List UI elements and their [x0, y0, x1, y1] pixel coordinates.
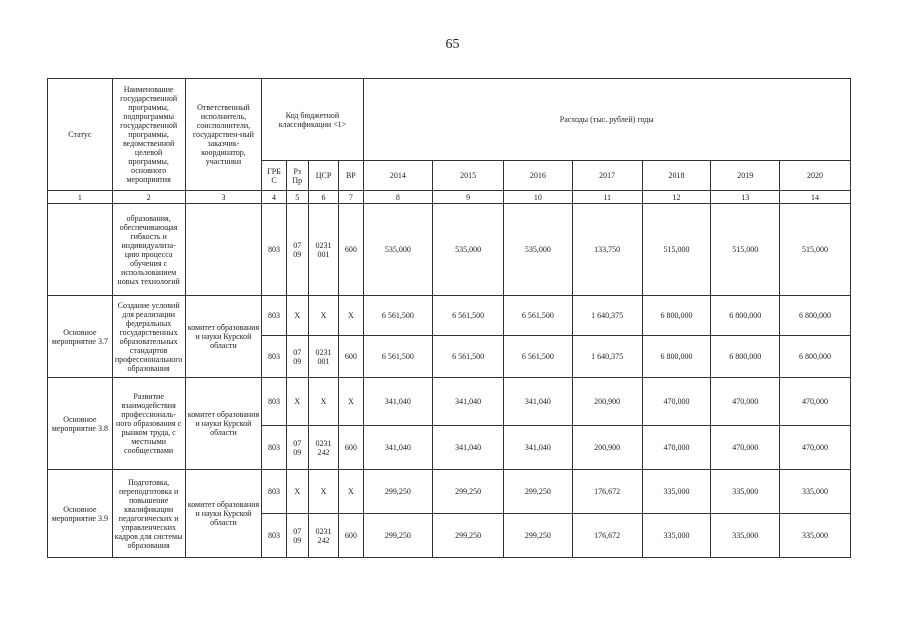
amount-cell: 6 561,500 — [504, 336, 573, 378]
csr-cell: X — [308, 470, 338, 514]
amount-cell: 6 800,000 — [780, 296, 851, 336]
csr-cell: 0231 242 — [308, 514, 338, 558]
header-bcc: Код бюджетной классификации <1> — [262, 79, 363, 161]
rzpr-cell: X — [286, 296, 308, 336]
amount-cell: 335,000 — [711, 470, 780, 514]
amount-cell: 176,672 — [572, 470, 642, 514]
amount-cell: 535,000 — [433, 204, 504, 296]
grbs-cell: 803 — [262, 514, 286, 558]
csr-cell: X — [308, 378, 338, 426]
grbs-cell: 803 — [262, 470, 286, 514]
amount-cell: 335,000 — [711, 514, 780, 558]
column-number: 14 — [780, 191, 851, 204]
amount-cell: 299,250 — [363, 514, 433, 558]
amount-cell: 6 561,500 — [363, 296, 433, 336]
column-number: 5 — [286, 191, 308, 204]
csr-cell: X — [308, 296, 338, 336]
grbs-cell: 803 — [262, 296, 286, 336]
column-number-row — [48, 191, 851, 204]
amount-cell: 335,000 — [780, 514, 851, 558]
status-cell: Основное мероприятие 3.7 — [48, 296, 113, 378]
column-number: 12 — [642, 191, 711, 204]
vr-cell: 600 — [339, 204, 363, 296]
header-year: 2016 — [504, 161, 573, 191]
grbs-cell: 803 — [262, 336, 286, 378]
amount-cell: 341,040 — [433, 378, 504, 426]
amount-cell: 6 800,000 — [711, 336, 780, 378]
amount-cell: 6 561,500 — [504, 296, 573, 336]
header-year: 2018 — [642, 161, 711, 191]
name-cell: Развитие взаимодействия профессиональ-ного образования с рынком труда, с местными сообществами — [112, 378, 185, 470]
vr-cell: 600 — [339, 426, 363, 470]
budget-table — [47, 78, 851, 558]
status-cell: Основное мероприятие 3.9 — [48, 470, 113, 558]
amount-cell: 6 800,000 — [780, 336, 851, 378]
header-status: Статус — [48, 79, 113, 191]
amount-cell: 1 640,375 — [572, 296, 642, 336]
amount-cell: 335,000 — [642, 470, 711, 514]
amount-cell: 341,040 — [363, 426, 433, 470]
rzpr-cell: 07 09 — [286, 426, 308, 470]
column-number: 10 — [504, 191, 573, 204]
grbs-cell: 803 — [262, 378, 286, 426]
amount-cell: 6 561,500 — [363, 336, 433, 378]
rzpr-cell: X — [286, 378, 308, 426]
header-name: Наименование государственной программы, подпрограммы государственной программы, ведомственной целевой программы, основного мероприятия — [112, 79, 185, 191]
amount-cell: 341,040 — [504, 426, 573, 470]
amount-cell: 299,250 — [504, 470, 573, 514]
column-number: 3 — [185, 191, 262, 204]
status-cell — [48, 204, 113, 296]
rzpr-cell: 07 09 — [286, 336, 308, 378]
table-row — [48, 378, 851, 426]
column-number: 8 — [363, 191, 433, 204]
vr-cell: X — [339, 296, 363, 336]
vr-cell: X — [339, 378, 363, 426]
amount-cell: 535,000 — [504, 204, 573, 296]
header-csr: ЦСР — [308, 161, 338, 191]
header-year: 2014 — [363, 161, 433, 191]
amount-cell: 176,672 — [572, 514, 642, 558]
header-year: 2020 — [780, 161, 851, 191]
amount-cell: 470,000 — [780, 426, 851, 470]
amount-cell: 341,040 — [433, 426, 504, 470]
amount-cell: 535,000 — [363, 204, 433, 296]
column-number: 1 — [48, 191, 113, 204]
header-year: 2019 — [711, 161, 780, 191]
amount-cell: 200,900 — [572, 378, 642, 426]
column-number: 11 — [572, 191, 642, 204]
table-row — [48, 470, 851, 514]
amount-cell: 470,000 — [780, 378, 851, 426]
grbs-cell: 803 — [262, 426, 286, 470]
responsible-cell: комитет образования и науки Курской области — [185, 470, 262, 558]
amount-cell: 299,250 — [433, 470, 504, 514]
amount-cell: 515,000 — [780, 204, 851, 296]
responsible-cell: комитет образования и науки Курской области — [185, 296, 262, 378]
amount-cell: 1 640,375 — [572, 336, 642, 378]
amount-cell: 341,040 — [504, 378, 573, 426]
amount-cell: 6 800,000 — [642, 296, 711, 336]
vr-cell: X — [339, 470, 363, 514]
header-vr: ВР — [339, 161, 363, 191]
header-rzpr: Рз Пр — [286, 161, 308, 191]
amount-cell: 470,000 — [711, 378, 780, 426]
header-grbs: ГРБ С — [262, 161, 286, 191]
vr-cell: 600 — [339, 336, 363, 378]
csr-cell: 0231 001 — [308, 204, 338, 296]
rzpr-cell: X — [286, 470, 308, 514]
amount-cell: 200,900 — [572, 426, 642, 470]
amount-cell: 299,250 — [504, 514, 573, 558]
csr-cell: 0231 242 — [308, 426, 338, 470]
amount-cell: 470,000 — [711, 426, 780, 470]
amount-cell: 6 800,000 — [642, 336, 711, 378]
column-number: 9 — [433, 191, 504, 204]
status-cell: Основное мероприятие 3.8 — [48, 378, 113, 470]
header-expenses: Расходы (тыс. рублей) годы — [363, 79, 851, 161]
header-year: 2015 — [433, 161, 504, 191]
page-number: 65 — [445, 37, 460, 52]
amount-cell: 133,750 — [572, 204, 642, 296]
amount-cell: 335,000 — [780, 470, 851, 514]
amount-cell: 470,000 — [642, 378, 711, 426]
amount-cell: 515,000 — [711, 204, 780, 296]
column-number: 13 — [711, 191, 780, 204]
name-cell: Создание условий для реализации федеральных государственных образовательных стандартов профессионального образования — [112, 296, 185, 378]
amount-cell: 6 561,500 — [433, 336, 504, 378]
table-row — [48, 296, 851, 336]
header-year: 2017 — [572, 161, 642, 191]
amount-cell: 6 561,500 — [433, 296, 504, 336]
rzpr-cell: 07 09 — [286, 514, 308, 558]
csr-cell: 0231 001 — [308, 336, 338, 378]
header-responsible: Ответственный исполнитель, соисполнители, государствен-ный заказчик-координатор, участники — [185, 79, 262, 191]
vr-cell: 600 — [339, 514, 363, 558]
responsible-cell — [185, 204, 262, 296]
header-row — [48, 79, 851, 161]
amount-cell: 335,000 — [642, 514, 711, 558]
amount-cell: 299,250 — [363, 470, 433, 514]
rzpr-cell: 07 09 — [286, 204, 308, 296]
column-number: 4 — [262, 191, 286, 204]
amount-cell: 515,000 — [642, 204, 711, 296]
amount-cell: 341,040 — [363, 378, 433, 426]
amount-cell: 6 800,000 — [711, 296, 780, 336]
grbs-cell: 803 — [262, 204, 286, 296]
column-number: 2 — [112, 191, 185, 204]
column-number: 6 — [308, 191, 338, 204]
table-row — [48, 204, 851, 296]
column-number: 7 — [339, 191, 363, 204]
responsible-cell: комитет образования и науки Курской области — [185, 378, 262, 470]
amount-cell: 299,250 — [433, 514, 504, 558]
name-cell: образования, обеспечивающая гибкость и индивидуализа-цию процесса обучения с использованием новых технологий — [112, 204, 185, 296]
amount-cell: 470,000 — [642, 426, 711, 470]
name-cell: Подготовка, переподготовка и повышение квалификации педагогических и управленческих кадров для системы образования — [112, 470, 185, 558]
